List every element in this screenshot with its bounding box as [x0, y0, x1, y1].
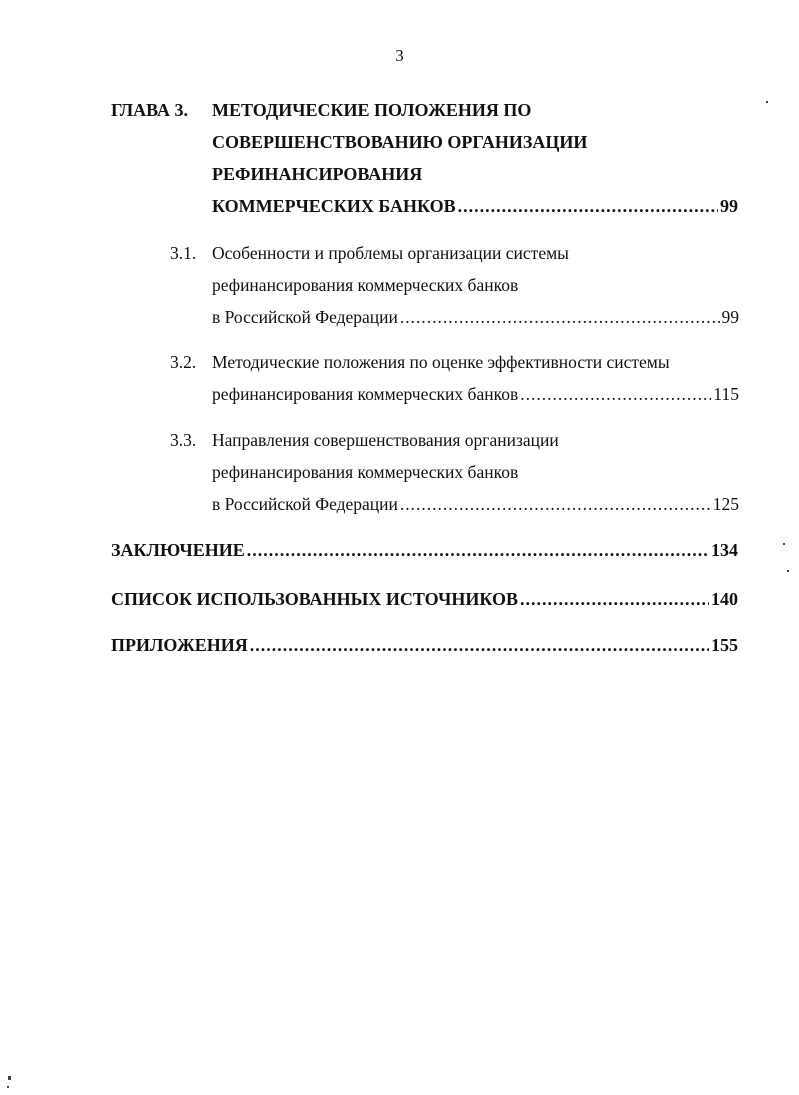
entry-title: СПИСОК ИСПОЛЬЗОВАННЫХ ИСТОЧНИКОВ [111, 589, 518, 609]
entry-title: ПРИЛОЖЕНИЯ [111, 635, 248, 655]
section-last-line [212, 307, 739, 328]
page-ref: 155 [711, 635, 738, 655]
scan-speck [783, 543, 785, 545]
chapter-title-line: МЕТОДИЧЕСКИЕ ПОЛОЖЕНИЯ ПО [212, 100, 532, 120]
toc-entry-chapter-3[interactable] [212, 196, 738, 217]
section-number: 3.3. [170, 430, 197, 450]
dot-leader [247, 540, 709, 561]
dot-leader [520, 589, 709, 610]
section-number: 3.2. [170, 352, 197, 372]
section-title-line: Особенности и проблемы организации системы [212, 243, 569, 263]
chapter-label: ГЛАВА 3. [111, 100, 189, 120]
section-number: 3.1. [170, 243, 197, 263]
toc-entry-appendices[interactable] [111, 635, 738, 656]
scan-speck [7, 1086, 9, 1088]
section-title-line: рефинансирования коммерческих банков [212, 462, 519, 482]
section-title-line: рефинансирования коммерческих банков [212, 384, 519, 404]
page-ref: 125 [712, 494, 739, 514]
scan-speck [787, 570, 789, 572]
scan-speck [766, 101, 768, 103]
section-title-line: в Российской Федерации [212, 494, 398, 514]
dot-leader [400, 307, 720, 328]
toc-entry-references[interactable] [111, 589, 738, 610]
dot-leader [458, 196, 718, 217]
section-last-line [212, 384, 739, 405]
dot-leader [250, 635, 709, 656]
section-last-line [212, 494, 739, 515]
page-ref: 140 [711, 589, 738, 609]
page-number: 3 [395, 46, 404, 65]
chapter-title-line: СОВЕРШЕНСТВОВАНИЮ ОРГАНИЗАЦИИ [212, 132, 588, 152]
scan-speck [8, 1076, 11, 1080]
page-ref: 99 [720, 196, 738, 216]
section-title-line: в Российской Федерации [212, 307, 398, 327]
page-ref: 99 [721, 307, 739, 327]
section-title-line: Методические положения по оценке эффективности системы [212, 352, 670, 372]
chapter-title-line: РЕФИНАНСИРОВАНИЯ [212, 164, 423, 184]
entry-title: ЗАКЛЮЧЕНИЕ [111, 540, 245, 560]
section-title-line: рефинансирования коммерческих банков [212, 275, 519, 295]
dot-leader [520, 384, 711, 405]
chapter-title-line: КОММЕРЧЕСКИХ БАНКОВ [212, 196, 456, 216]
page-ref: 115 [713, 384, 739, 404]
page-ref: 134 [711, 540, 738, 560]
dot-leader [400, 494, 711, 515]
toc-entry-conclusion[interactable] [111, 540, 738, 561]
section-title-line: Направления совершенствования организации [212, 430, 559, 450]
